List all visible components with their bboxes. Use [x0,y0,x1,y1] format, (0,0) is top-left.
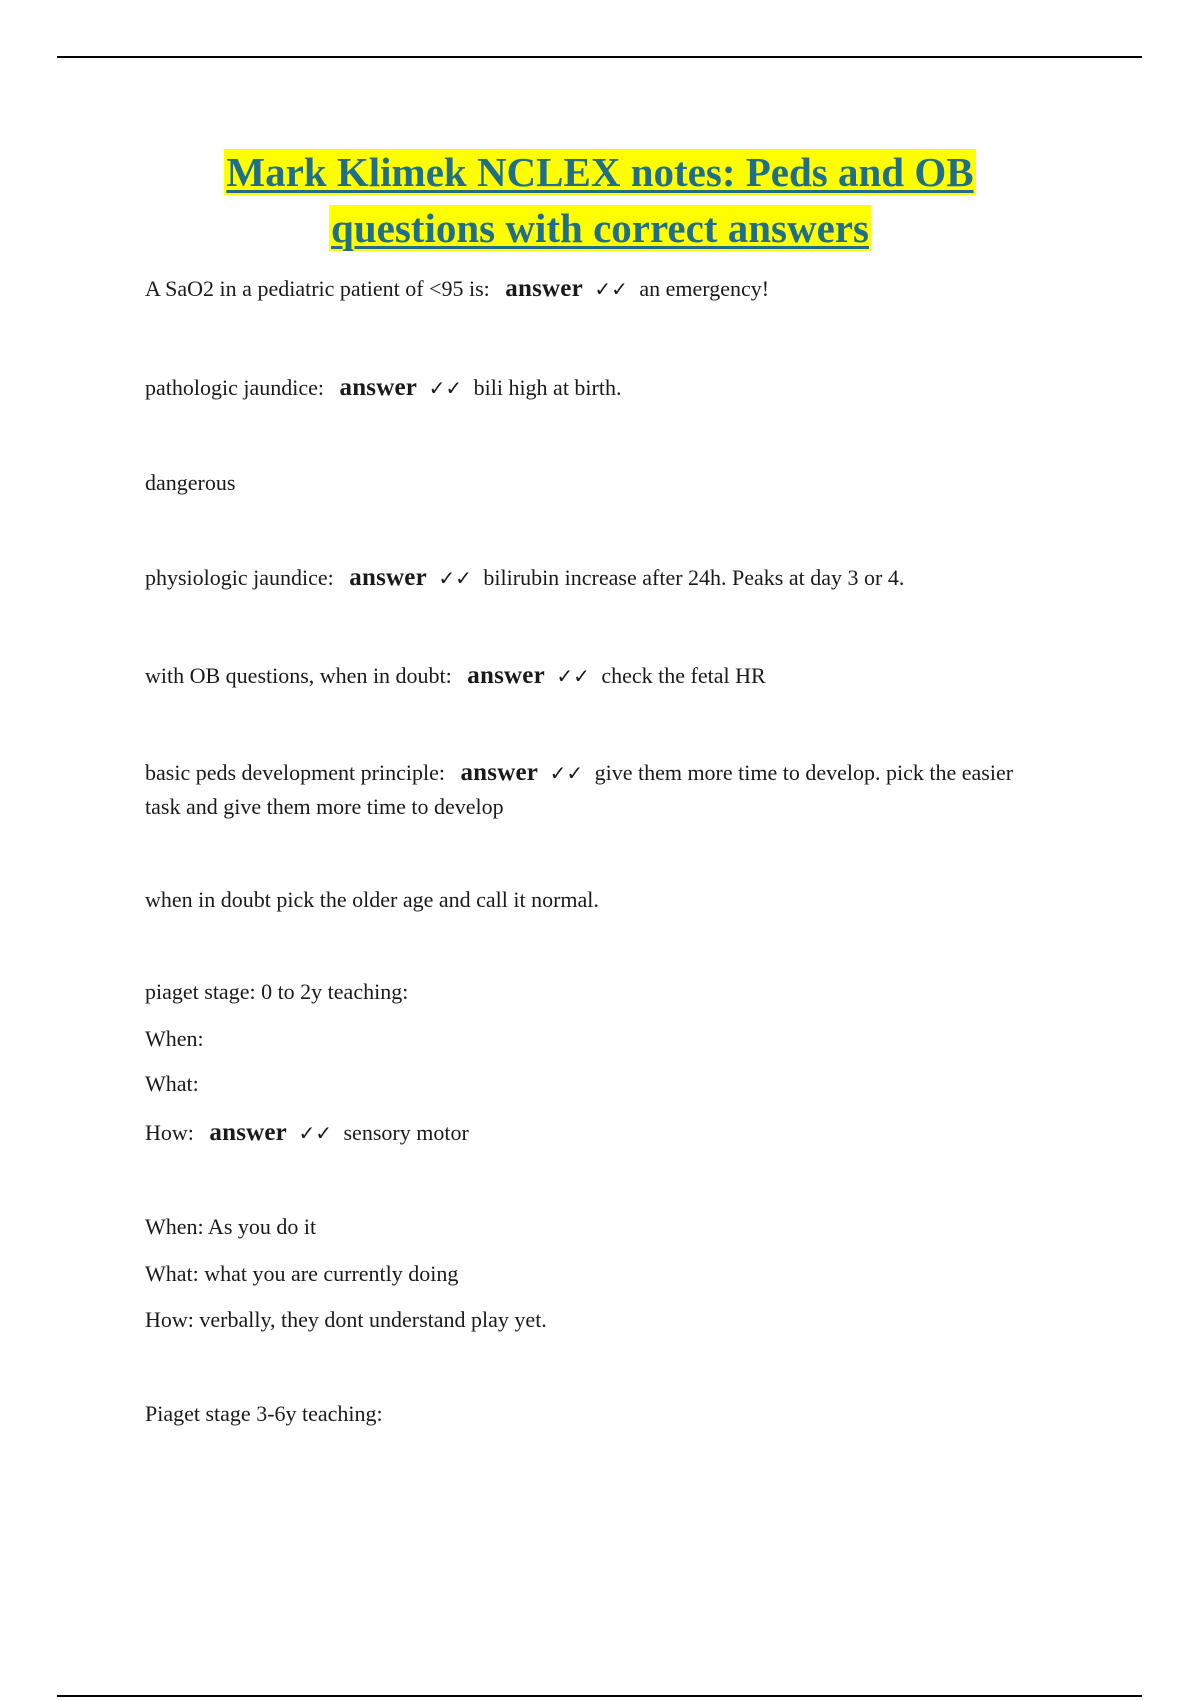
qa-entry-pathologic-jaundice [145,371,1045,405]
text-line-what: What: [145,1071,199,1096]
text-line-what-answer: What: what you are currently doing [145,1261,459,1286]
text-line-dangerous: dangerous [145,470,236,495]
qa-entry-peds-development [145,756,1045,823]
text-line-piaget-3-6: Piaget stage 3-6y teaching: [145,1401,383,1426]
answer-label: answer [460,759,539,786]
answer-text: bilirubin increase after 24h. Peaks at day 3 or 4. [483,565,905,590]
check-marks-icon: ✓✓ [428,376,463,400]
document-title [100,144,1100,256]
check-marks-icon: ✓✓ [549,761,584,785]
answer-label: answer [467,662,545,689]
answer-text: check the fetal HR [601,663,766,688]
answer-label: answer [349,564,427,591]
text-line-when-answer: When: As you do it [145,1214,317,1239]
text-line-older-age: when in doubt pick the older age and call it normal. [145,887,599,912]
question-text: pathologic jaundice: [145,375,324,400]
answer-text: give them more time to develop. pick the easier task and give them more time to develop [145,760,1014,819]
question-text: basic peds development principle: [145,760,445,785]
text-line-how-answer: How: verbally, they dont understand play yet. [145,1307,547,1332]
answer-text: an emergency! [639,276,770,301]
check-marks-icon: ✓✓ [438,566,472,590]
check-marks-icon: ✓✓ [298,1121,332,1145]
answer-label: answer [339,374,418,401]
qa-entry-ob-doubt [145,659,1045,693]
question-text: with OB questions, when in doubt: [145,663,452,688]
qa-entry-sao2 [145,272,1045,306]
qa-entry-how [145,1116,1045,1150]
qa-entry-physiologic-jaundice [145,561,1045,595]
check-marks-icon: ✓✓ [556,664,590,688]
text-line-piaget-0-2: piaget stage: 0 to 2y teaching: [145,979,409,1004]
header-rule [57,56,1142,58]
answer-label: answer [209,1119,287,1146]
answer-text: sensory motor [343,1120,469,1145]
answer-text: bili high at birth. [473,375,622,400]
question-text: How: [145,1120,194,1145]
question-text: physiologic jaundice: [145,565,334,590]
footer-rule [57,1695,1142,1697]
title-line-2: questions with correct answers [331,205,869,251]
check-marks-icon: ✓✓ [594,277,628,301]
title-line-1: Mark Klimek NCLEX notes: Peds and OB [226,149,974,195]
question-text: A SaO2 in a pediatric patient of <95 is: [145,276,490,301]
answer-label: answer [505,275,583,302]
text-line-when: When: [145,1026,204,1051]
